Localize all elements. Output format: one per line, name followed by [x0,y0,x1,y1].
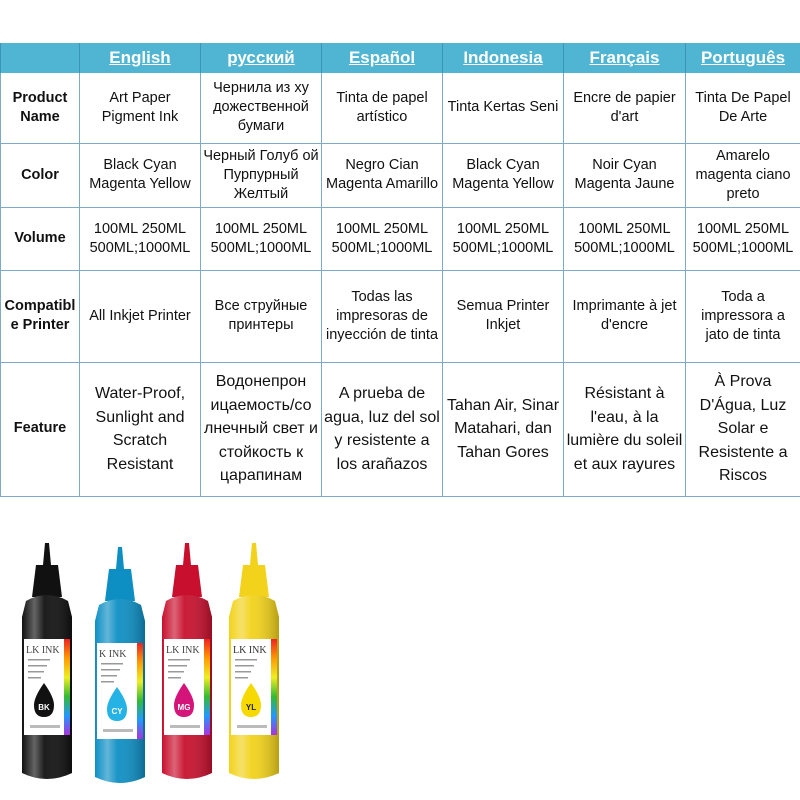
bottle-label-stripe [271,639,277,735]
table-cell: Black Cyan Magenta Yellow [443,143,564,207]
bottle-fine-print [28,659,50,661]
table-cell: Tinta De Papel De Arte [686,73,800,143]
table-cell: Negro Cian Magenta Amarillo [322,143,443,207]
table-cell: Semua Printer Inkjet [443,270,564,362]
header-russian: русский [201,43,322,73]
table-cell: 100ML 250ML 500ML;1000ML [564,207,686,270]
table-cell: Résistant à l'eau, à la lumière du soleil et aux rayures [564,362,686,496]
table-cell: Все струйные принтеры [201,270,322,362]
table-cell: Tahan Air, Sinar Matahari, dan Tahan Gores [443,362,564,496]
table-cell: Water-Proof, Sunlight and Scratch Resistant [80,362,201,496]
bottle-cap [32,565,62,597]
bottle-nozzle [116,547,124,569]
ink-code-text: BK [38,703,50,712]
table-cell: 100ML 250ML 500ML;1000ML [443,207,564,270]
row-label: Color [1,143,80,207]
header-corner [1,43,80,73]
ink-bottle-cy [95,547,145,783]
table-cell: Toda a impressora a jato de tinta [686,270,800,362]
table-cell: Tinta Kertas Seni [443,73,564,143]
bottle-fine-print [101,675,117,677]
bottle-fine-print [28,665,47,667]
header-french: Français [564,43,686,73]
table-cell: All Inkjet Printer [80,270,201,362]
table-cell: A prueba de agua, luz del sol y resistente a los arañazos [322,362,443,496]
header-spanish: Español [322,43,443,73]
bottle-fine-print [103,729,133,732]
ink-bottles-photo [14,535,304,795]
table-cell: À Prova D'Água, Luz Solar e Resistente a Riscos [686,362,800,496]
row-label: Compatibl e Printer [1,270,80,362]
bottle-fine-print [101,669,120,671]
table-row-color [1,143,800,207]
ink-bottle-bk [22,543,72,779]
bottle-fine-print [168,677,181,679]
bottle-band-text: K INK [99,649,127,660]
bottle-fine-print [235,659,257,661]
bottle-band-text: LK INK [166,645,200,656]
table-row-volume [1,207,800,270]
table-cell: Art Paper Pigment Ink [80,73,201,143]
bottle-label-stripe [64,639,70,735]
bottle-fine-print [235,671,251,673]
bottle-cap [239,565,269,597]
bottle-label-stripe [137,643,143,739]
table-cell: 100ML 250ML 500ML;1000ML [80,207,201,270]
bottle-fine-print [235,665,254,667]
table-cell: Encre de papier d'art [564,73,686,143]
ink-code-text: YL [245,703,257,712]
table-cell: Todas las impresoras de inyección de tinta [322,270,443,362]
table-cell: 100ML 250ML 500ML;1000ML [322,207,443,270]
spec-table-container [0,43,800,497]
ink-code-text: MG [177,703,191,712]
table-row-compatible-printer [1,270,800,362]
table-cell: 100ML 250ML 500ML;1000ML [201,207,322,270]
row-label: Feature [1,362,80,496]
header-row [1,43,800,73]
table-row-feature [1,362,800,496]
bottle-cap [172,565,202,597]
bottle-fine-print [168,665,187,667]
bottle-nozzle [183,543,191,565]
ink-bottle-mg [162,543,212,779]
table-cell: 100ML 250ML 500ML;1000ML [686,207,800,270]
header-english: English [80,43,201,73]
table-cell: Чернила из ху дожественной бумаги [201,73,322,143]
bottle-fine-print [28,671,44,673]
spec-table [0,43,800,497]
table-cell: Imprimante à jet d'encre [564,270,686,362]
table-cell: Noir Cyan Magenta Jaune [564,143,686,207]
bottle-fine-print [237,725,267,728]
header-portuguese: Português [686,43,800,73]
bottle-fine-print [168,671,184,673]
header-indonesian: Indonesia [443,43,564,73]
table-cell: Black Cyan Magenta Yellow [80,143,201,207]
ink-bottle-yl [229,543,279,779]
bottle-nozzle [43,543,51,565]
table-cell: Amarelo magenta ciano preto [686,143,800,207]
bottle-cap [105,569,135,601]
ink-bottles-illustration [14,535,304,795]
bottle-nozzle [250,543,258,565]
bottle-band-text: LK INK [26,645,60,656]
table-row-product-name [1,73,800,143]
row-label: Volume [1,207,80,270]
table-cell: Tinta de papel artístico [322,73,443,143]
bottle-label-stripe [204,639,210,735]
bottle-fine-print [168,659,190,661]
bottle-fine-print [101,663,123,665]
bottle-fine-print [30,725,60,728]
bottle-band-text: LK INK [233,645,267,656]
bottle-fine-print [28,677,41,679]
row-label: Product Name [1,73,80,143]
bottle-fine-print [101,681,114,683]
ink-code-text: CY [111,707,123,716]
table-cell: Черный Голуб ой Пурпурный Желтый [201,143,322,207]
bottle-fine-print [170,725,200,728]
table-cell: Водонепрон ицаемость/со лнечный свет и стойкость к царапинам [201,362,322,496]
bottle-fine-print [235,677,248,679]
